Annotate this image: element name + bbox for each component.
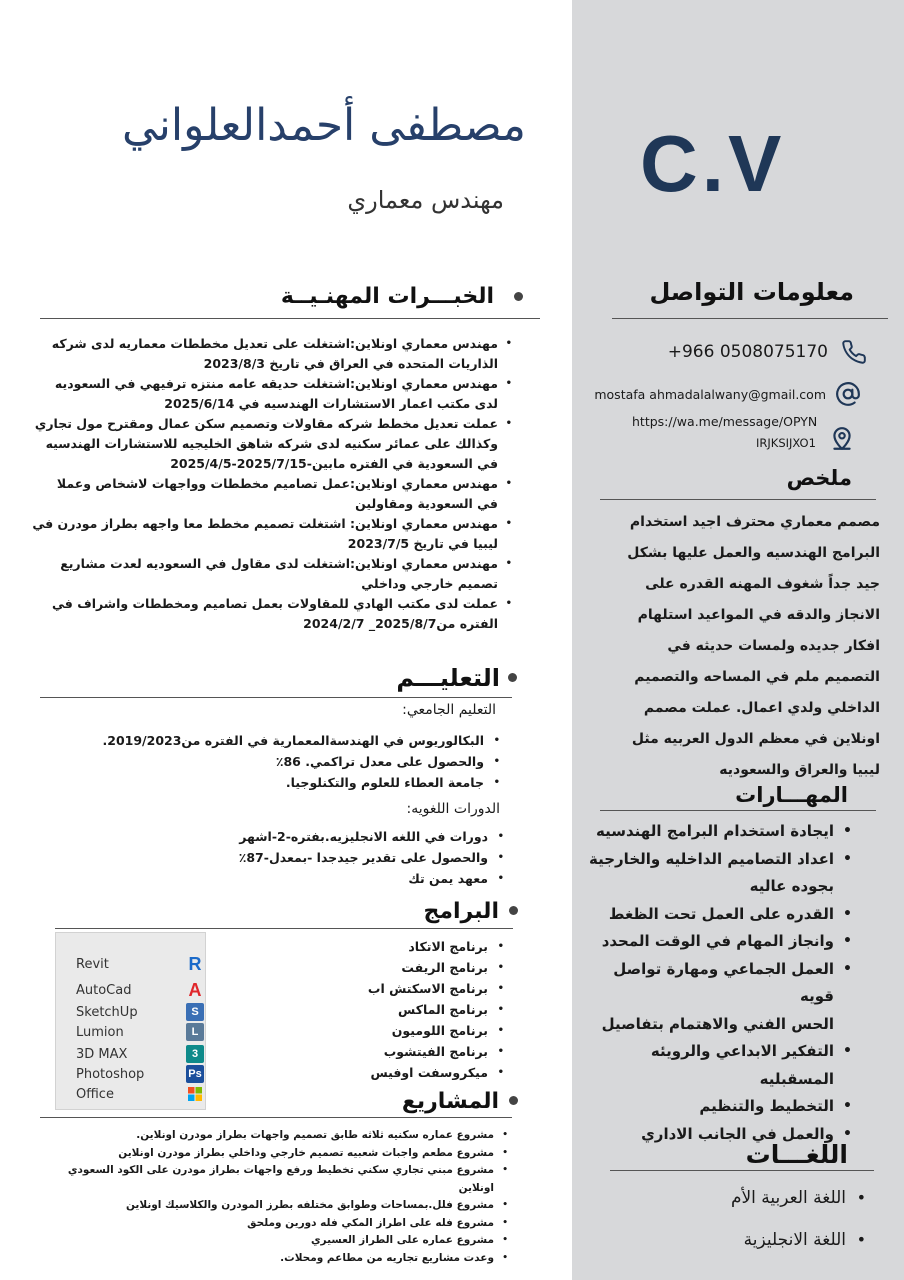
software-logos-panel — [55, 932, 206, 1110]
program-item: • برنامج الريفت — [368, 957, 506, 978]
contact-heading: معلومات التواصل — [649, 278, 854, 306]
summary-divider — [600, 499, 876, 500]
skills-heading: المهـــارات — [735, 783, 848, 807]
project-item: • مشروع مبني تجاري سكني تخطيط ورفع واجهات بطراز مودرن على الكود السعودي اونلاين — [40, 1162, 510, 1197]
software-logo-row — [56, 1085, 207, 1105]
software-logo-row — [56, 1003, 207, 1023]
software-name: Revit — [76, 957, 109, 972]
skill-item: الحس الفني والاهتمام بتفاصيل — [601, 1014, 834, 1033]
university-label: التعليم الجامعي: — [402, 702, 496, 718]
project-item: • مشروع عماره سكنيه ثلاثه طابق تصميم واجهات بطراز مودرن اونلاين. — [40, 1127, 510, 1145]
project-item: • مشروع مطعم واجبات شعبيه تصميم خارجي وداخلي بطراز مودرن اونلاين — [40, 1145, 510, 1163]
university-item: • والحصول على معدل تراكمي. 86٪ — [103, 751, 502, 772]
cv-logo: C.V — [640, 119, 786, 208]
software-name: AutoCad — [76, 983, 132, 998]
summary-heading: ملخص — [786, 466, 852, 490]
skills-list — [586, 818, 856, 1148]
programs-divider — [55, 928, 513, 929]
programs-heading-dot — [509, 906, 518, 915]
projects-list — [40, 1127, 510, 1267]
program-item: • برنامج الاسكتش اب — [368, 978, 506, 999]
sketchup-icon: S — [186, 1003, 204, 1021]
skill-item: • العمل الجماعي ومهارة تواصل قويه — [586, 956, 856, 1011]
experience-divider — [40, 318, 540, 319]
project-item: • مشروع فله على اطراز المكي فله دورين وملحق — [40, 1215, 510, 1233]
software-name: Photoshop — [76, 1067, 145, 1082]
skill-item: • التفكير الابداعي والرويئه المسقبليه — [586, 1038, 856, 1093]
skill-item: • والعمل في الجانب الاداري — [586, 1121, 856, 1149]
software-name: Lumion — [76, 1025, 124, 1040]
software-name: SketchUp — [76, 1005, 138, 1020]
university-item: • البكالوريوس في الهندسةالمعمارية في الفتره من2019/2023. — [103, 730, 502, 751]
program-item: • ميكروسفت اوفيس — [368, 1062, 506, 1083]
experience-heading: الخبـــرات المهنـيــة — [280, 284, 494, 309]
experience-item: • مهندس معماري اونلاين:اشتغلت على تعديل مخططات معماريه لدى شركه الذاريات المتحده في العراق في تاريخ 2023/8/3 — [32, 334, 512, 374]
contact-divider — [612, 318, 888, 319]
experience-item: • عملت تعديل مخطط شركه مقاولات وتصميم سكن عمال ومقترح مول تجاري وكذالك على عمائر سكنيه لدى شركه شاهق الخليجيه للاستشارات الهندسيه في السعودية في الفتره مابين-2025/7/15-2025/4/5 — [32, 414, 512, 474]
program-item: • برنامج الفيتشوب — [368, 1041, 506, 1062]
education-heading-dot — [508, 673, 517, 682]
email-address[interactable]: mostafa ahmadalalwany@gmail.com — [594, 386, 826, 402]
language-course-item: • والحصول على تقدير جيدجدا -بمعدل-87٪ — [239, 847, 506, 868]
software-logo-row — [56, 1045, 207, 1065]
languages-heading: اللغـــات — [745, 1140, 848, 1169]
photoshop-icon: Ps — [186, 1065, 204, 1083]
experience-item: • عملت لدى مكتب الهادي للمقاولات بعمل تصاميم ومخططات واشراف في الفتره من2025/8/7_ 2024/2/7 — [32, 594, 512, 634]
program-item: • برنامج الماكس — [368, 999, 506, 1020]
phone-icon — [840, 338, 868, 366]
skill-item: • ايجادة استخدام البرامج الهندسيه — [586, 818, 856, 846]
language-course-item: • معهد يمن تك — [239, 868, 506, 889]
phone-number[interactable]: +966 0508075170 — [667, 342, 828, 362]
projects-heading-dot — [509, 1096, 518, 1105]
skills-divider — [600, 810, 876, 811]
software-logo-row — [56, 981, 207, 1001]
project-item: • مشروع فلل.بمساحات وطوابق مختلفه بطرز المودرن والكلاسيك اونلاين — [40, 1197, 510, 1215]
3dsmax-icon: 3 — [186, 1045, 204, 1063]
skill-item: • القدره على العمل تحت الظغط — [586, 901, 856, 929]
language-item: • اللغة العربية الأم — [731, 1177, 870, 1219]
experience-item: • مهندس معماري اونلاين:اشتغلت لدى مقاول في السعوديه لعدت مشاريع تصميم خارجي وداخلي — [32, 554, 512, 594]
education-heading: التعليـــم — [396, 664, 500, 692]
software-logo-row — [56, 1065, 207, 1085]
software-name: 3D MAX — [76, 1047, 128, 1062]
language-courses-list — [239, 826, 506, 889]
projects-heading: المشاريع — [401, 1089, 499, 1114]
program-item: • برنامج اللوميون — [368, 1020, 506, 1041]
languages-list — [731, 1177, 870, 1261]
software-name: Office — [76, 1087, 114, 1102]
at-sign-icon — [834, 380, 862, 408]
skill-item: • وانجاز المهام في الوقت المحدد — [586, 928, 856, 956]
summary-text: مصمم معماري محترف اجيد استخدام البرامج الهندسيه والعمل عليها بشكل جيد جداً شغوف المهنه القدره على الانجاز والدقه في المواعيد استلهام افكار جديده ولمسات حديثه في التصميم ملم في المساحه والتصميم الداخلي ولدي اعمال. عملت مصمم اونلاين في معظم الدول العربيه مثل ليبيا والعراق والسعوديه — [627, 514, 880, 778]
software-logo-row — [56, 955, 207, 975]
software-logo-row — [56, 1023, 207, 1043]
experience-item: • مهندس معماري اونلاين:اشتغلت حديقه عامه منتزه ترفيهي في السعوديه لدى مكتب اعمار الاستشارات الهندسيه في 2025/6/14 — [32, 374, 512, 414]
projects-divider — [40, 1117, 512, 1118]
job-title: مهندس معماري — [347, 186, 504, 214]
programs-list — [368, 936, 506, 1083]
skill-item: • اعداد التصاميم الداخليه والخارجية بجوده عاليه — [586, 846, 856, 901]
project-item: • وعدت مشاريع تجاريه من مطاعم ومحلات. — [40, 1250, 510, 1268]
university-list — [103, 730, 502, 793]
language-item: • اللغة الانجليزية — [731, 1219, 870, 1261]
office-icon — [186, 1085, 204, 1103]
autocad-icon: A — [188, 979, 202, 1000]
programs-heading: البرامج — [423, 899, 499, 924]
language-courses-label: الدورات اللغويه: — [406, 801, 500, 817]
university-item: • جامعة العطاء للعلوم والتكنلوجيا. — [103, 772, 502, 793]
project-item: • مشروع عماره على الطراز العسيري — [40, 1232, 510, 1250]
experience-heading-dot — [514, 292, 523, 301]
languages-divider — [610, 1170, 874, 1171]
phone-row — [568, 338, 868, 366]
experience-item: • مهندس معماري اونلاين: اشتغلت تصميم مخطط معا واجهه بطراز مودرن في ليبيا في تاريخ 2023/7/5 — [32, 514, 512, 554]
experience-item: • مهندس معماري اونلاين:عمل تصاميم مخططات وواجهات لاشخاص وعملا في السعودية ومقاولين — [32, 474, 512, 514]
candidate-name: مصطفى أحمدالعلواني — [122, 100, 526, 151]
experience-list — [32, 334, 512, 634]
education-divider — [40, 697, 512, 698]
email-row — [562, 380, 862, 408]
lumion-icon: L — [186, 1023, 204, 1041]
location-pin-icon — [828, 425, 856, 453]
language-course-item: • دورات في اللغه الانجليزيه.بفتره-2-اشهر — [239, 826, 506, 847]
skill-item: • التخطيط والتنظيم — [586, 1093, 856, 1121]
whatsapp-link-line1[interactable]: https://wa.me/message/OPYN — [632, 414, 818, 429]
revit-icon: R — [188, 953, 202, 974]
whatsapp-link-line2[interactable]: IRJKSIJXO1 — [756, 436, 816, 450]
program-item: • برنامج الاتكاد — [368, 936, 506, 957]
